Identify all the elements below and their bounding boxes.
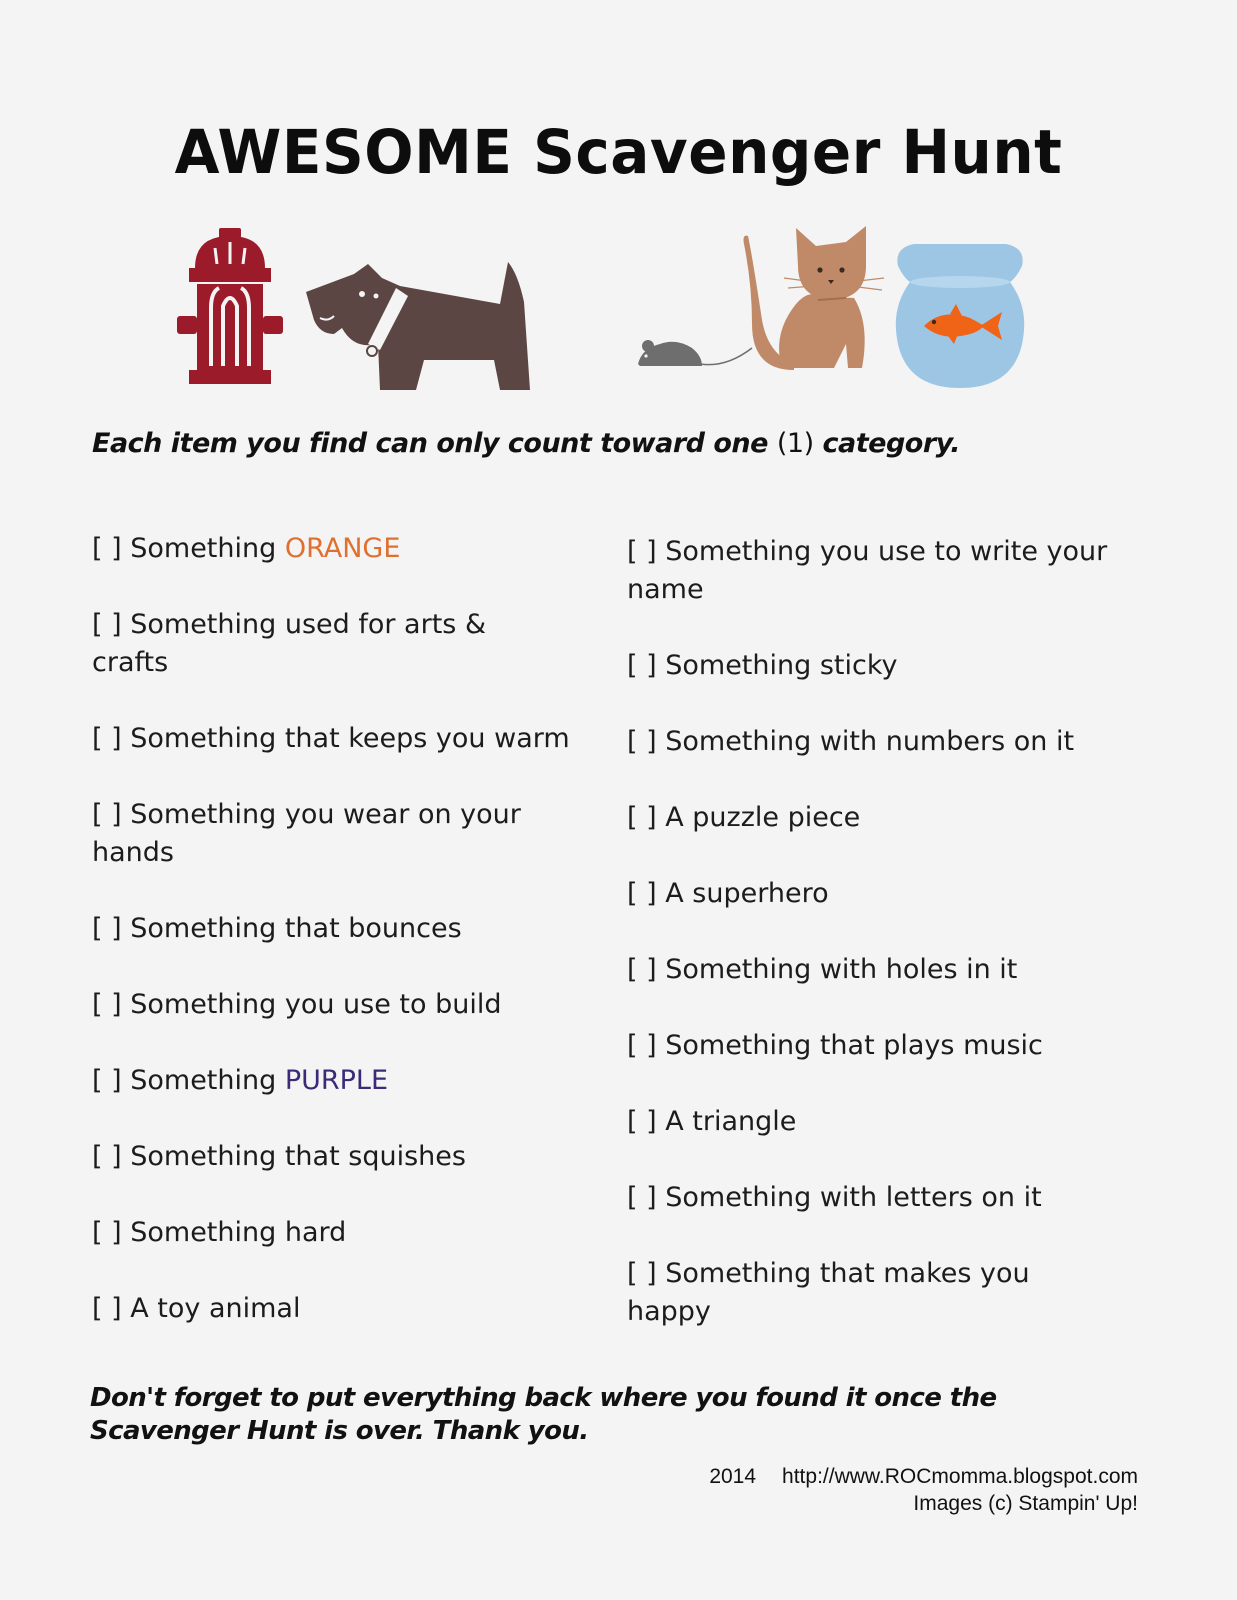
mouse-icon xyxy=(636,334,754,370)
credits xyxy=(709,1463,1138,1517)
credits-year: 2014 xyxy=(709,1465,757,1488)
checklist-item[interactable]: [ ] Something you use to write your name xyxy=(627,536,1108,605)
highlight-purple: PURPLE xyxy=(284,1065,389,1096)
cat-icon xyxy=(738,224,886,372)
credits-line-1 xyxy=(709,1463,1138,1490)
credits-url[interactable]: http://www.ROCmomma.blogspot.com xyxy=(782,1465,1138,1488)
checklist-item[interactable]: [ ] Something used for arts & crafts xyxy=(92,609,486,678)
checklist-item[interactable]: [ ] Something you wear on your hands xyxy=(92,799,521,868)
intro-text-after: category. xyxy=(822,428,961,459)
checklist-item[interactable]: [ ] Something ORANGE xyxy=(92,533,401,564)
checklist-item[interactable]: [ ] Something that bounces xyxy=(92,913,462,944)
checklist-item[interactable]: [ ] A toy animal xyxy=(92,1293,301,1324)
checklist-item[interactable]: [ ] Something that makes you happy xyxy=(627,1258,1030,1327)
fire-hydrant-icon xyxy=(175,228,285,386)
checklist-item[interactable]: [ ] A puzzle piece xyxy=(627,802,861,833)
intro-number: (1) xyxy=(776,428,814,459)
fishbowl-icon xyxy=(894,240,1026,390)
checklist-item[interactable]: [ ] Something with holes in it xyxy=(627,954,1018,985)
credits-images: Images (c) Stampin' Up! xyxy=(913,1492,1138,1515)
dog-icon xyxy=(304,256,534,392)
checklist-item[interactable]: [ ] Something with numbers on it xyxy=(627,726,1075,757)
checklist-item[interactable]: [ ] Something that squishes xyxy=(92,1141,466,1172)
page-title: AWESOME Scavenger Hunt xyxy=(174,116,1063,188)
checklist-item[interactable]: [ ] A triangle xyxy=(627,1106,797,1137)
checklist-item[interactable]: [ ] Something sticky xyxy=(627,650,898,681)
checklist-item[interactable]: [ ] Something PURPLE xyxy=(92,1065,389,1096)
checklist-item[interactable]: [ ] A superhero xyxy=(627,878,829,909)
checklist-item[interactable]: [ ] Something that keeps you warm xyxy=(92,723,570,754)
checklist-item[interactable]: [ ] Something with letters on it xyxy=(627,1182,1042,1213)
footnote-reminder: Don't forget to put everything back where you found it once the Scavenger Hunt is over. Thank you. xyxy=(90,1383,997,1446)
checklist-item[interactable]: [ ] Something you use to build xyxy=(92,989,502,1020)
intro-instruction xyxy=(92,428,960,459)
highlight-orange: ORANGE xyxy=(284,533,401,564)
checklist-item[interactable]: [ ] Something hard xyxy=(92,1217,347,1248)
intro-text-before: Each item you find can only count toward one xyxy=(92,428,768,459)
checklist-item[interactable]: [ ] Something that plays music xyxy=(627,1030,1043,1061)
